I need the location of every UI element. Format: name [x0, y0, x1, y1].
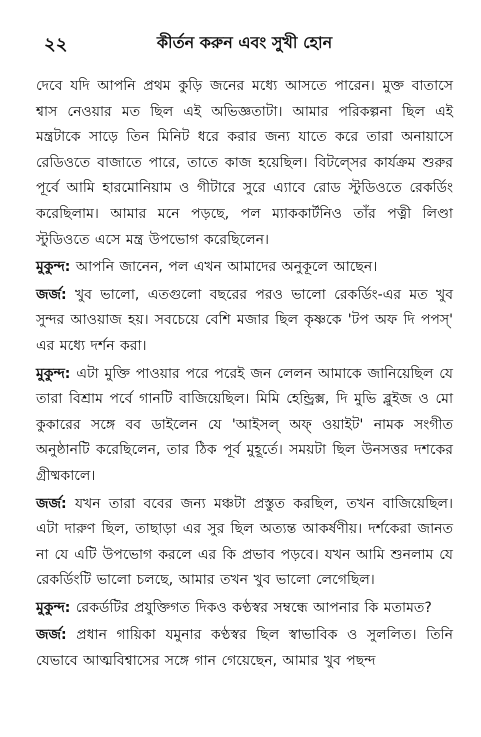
dialogue-paragraph: [36, 283, 453, 360]
dialogue-paragraph: [36, 623, 453, 674]
speaker-label: মুকুন্দ:: [36, 599, 71, 616]
paragraph-text: প্রধান গায়িকা যমুনার কণ্ঠস্বর ছিল স্বাভাবিক ও সুললিত। তিনি যেভাবে আত্মবিশ্বাসের সঙ্গে গান গেয়েছেন, আমার খুব পছন্দ: [36, 627, 453, 670]
dialogue-paragraph: [36, 492, 453, 594]
paragraph-text: এটা মুক্তি পাওয়ার পরে পরেই জন লেলন আমাকে জানিয়েছিল যে তারা বিশ্রাম পর্বে গানটি বাজিয়েছিল। মিমি হেন্ড্রিক্স, দি মুভি ব্লুইজ ও মো কুকারের সঙ্গে বব ডাইলেন যে 'আইসল্ অফ্ ওয়াইট' নামক সংগীত অনুষ্ঠানটি করেছিলেন, তার ঠিক পূর্ব মুহূর্তে। সময়টা ছিল উনসত্তর দশকের গ্রীষ্মকালে।: [36, 365, 453, 484]
paragraph-text: যখন তারা ববের জন্য মঞ্চটা প্রস্তুত করছিল, তখন বাজিয়েছিল। এটা দারুণ ছিল, তাছাড়া এর সুর ছিল অত্যন্ত আকর্ষণীয়। দর্শকেরা জানত না যে এটি উপভোগ করলে এর কি প্রভাব পড়বে। যখন আমি শুনলাম যে রেকর্ডিংটি ভালো চলছে, আমার তখন খুব ভালো লেগেছিল।: [36, 495, 453, 589]
page-header: [36, 24, 453, 62]
page-number: ২২: [44, 34, 68, 55]
paragraph-text: দেবে যদি আপনি প্রথম কুড়ি জনের মধ্যে আসতে পারেন। মুক্ত বাতাসে শ্বাস নেওয়ার মত ছিল এই অভিজ্ঞতাটা। আমার পরিকল্পনা ছিল এই মন্ত্রটাকে সাড়ে তিন মিনিট ধরে করার জন্য যাতে করে তারা অনায়াসে রেডিওতে বাজাতে পারে, তাতে কাজ হয়েছিল। বিটল্সের কার্যক্রম শুরুর পূর্বে আমি হারমোনিয়াম ও গীটারে সুরে এ্যাবে রোড স্টুডিওতে রেকর্ডিং করেছিলাম। আমার মনে পড়ছে, পল ম্যাককার্টনিও তাঁর পত্নী লিণ্ডা স্টুডিওতে এসে মন্ত্র উপভোগ করেছিলেন।: [36, 78, 453, 248]
speaker-label: মুকুন্দ:: [36, 259, 71, 276]
dialogue-paragraph: [36, 362, 453, 490]
body-text: [36, 74, 453, 675]
speaker-label: জর্জ:: [36, 627, 67, 644]
dialogue-paragraph: [36, 596, 453, 622]
paragraph: [36, 74, 453, 253]
speaker-label: জর্জ:: [36, 286, 67, 303]
running-title: কীর্তন করুন এবং সুখী হোন: [156, 33, 333, 52]
paragraph-text: খুব ভালো, এতগুলো বছরের পরও ভালো রেকর্ডিং-এর মত খুব সুন্দর আওয়াজ হয়। সবচেয়ে বেশি মজার ছিল কৃষ্ণকে 'টপ অফ দি পপস্' এর মধ্যে দর্শন করা।: [36, 286, 453, 354]
speaker-label: জর্জ:: [36, 495, 67, 512]
speaker-label: মুকুন্দ:: [36, 365, 71, 382]
paragraph-text: আপনি জানেন, পল এখন আমাদের অনুকূলে আছেন।: [70, 259, 378, 276]
dialogue-paragraph: [36, 255, 453, 281]
paragraph-text: রেকর্ডটির প্রযুক্তিগত দিকও কণ্ঠস্বর সম্বন্ধে আপনার কি মতামত?: [70, 599, 432, 616]
